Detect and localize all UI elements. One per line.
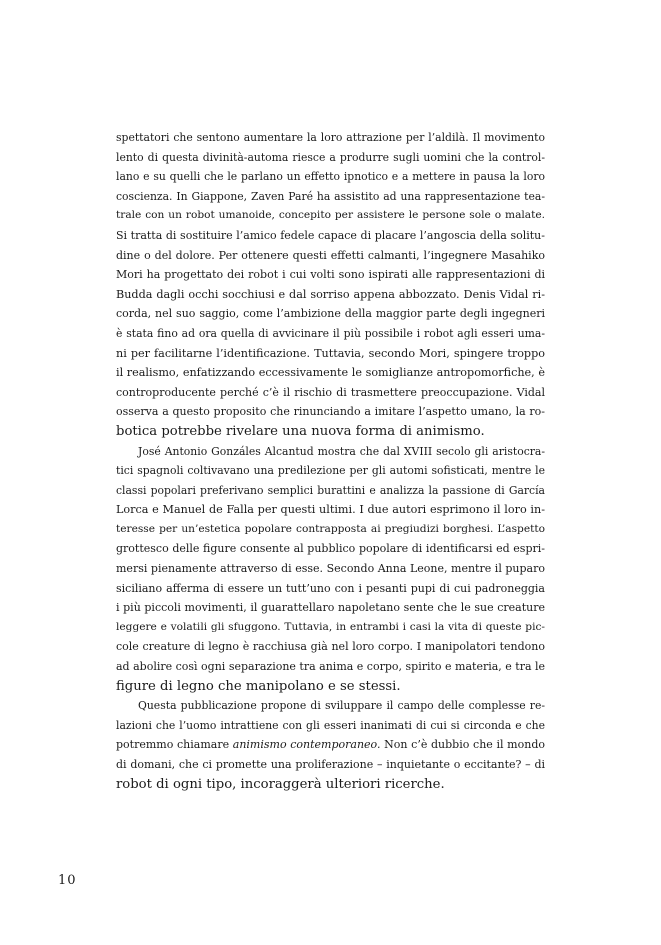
text-line: Questa pubblicazione propone di sviluppare il campo delle complesse re- bbox=[138, 699, 545, 713]
text-line: lazioni che l’uomo intrattiene con gli esseri inanimati di cui si circonda e che bbox=[116, 718, 545, 732]
text-line: corda, nel suo saggio, come l’ambizione della maggior parte degli ingegneri bbox=[116, 307, 545, 321]
text-line: il realismo, enfatizzando eccessivamente le somiglianze antropomorfiche, è bbox=[116, 366, 545, 380]
text-line: spettatori che sentono aumentare la loro attrazione per l’aldilà. Il movimento bbox=[116, 131, 545, 144]
paragraph-2 bbox=[116, 442, 545, 697]
text-line: ni per facilitarne l’identificazione. Tuttavia, secondo Mori, spingere troppo bbox=[116, 346, 545, 360]
text-line: è stata fino ad ora quella di avvicinare il più possibile i robot agli esseri uma- bbox=[116, 326, 545, 340]
page-number: 10 bbox=[58, 873, 77, 888]
paragraph-1 bbox=[116, 128, 545, 442]
text-line: i più piccoli movimenti, il guarattellaro napoletano sente che le sue creature bbox=[116, 601, 545, 615]
text-line: classi popolari preferivano semplici burattini e analizza la passione di García bbox=[116, 483, 545, 497]
text-line: coscienza. In Giappone, Zaven Paré ha assistito ad una rappresentazione tea- bbox=[116, 189, 545, 203]
text-line: di domani, che ci promette una proliferazione – inquietante o eccitante? – di bbox=[116, 758, 545, 771]
text-line: teresse per un’estetica popolare contrapposta ai pregiudizi borghesi. L’aspetto bbox=[116, 522, 545, 535]
text-line: Lorca e Manuel de Falla per questi ultimi. I due autori esprimono il loro in- bbox=[116, 503, 545, 517]
text-line: siciliano afferma di essere un tutt’uno con i pesanti pupi di cui padroneggia bbox=[116, 581, 545, 595]
text-line: botica potrebbe rivelare una nuova forma di animismo. bbox=[116, 423, 485, 439]
text-line: figure di legno che manipolano e se stessi. bbox=[116, 678, 401, 694]
text-line: lano e su quelli che le parlano un effetto ipnotico e a mettere in pausa la loro bbox=[116, 170, 545, 184]
text-line: osserva a questo proposito che rinunciando a imitare l’aspetto umano, la ro- bbox=[116, 405, 545, 419]
text-line: potremmo chiamare animismo contemporaneo. Non c’è dubbio che il mondo bbox=[116, 738, 545, 752]
text-line: controproducente perché c’è il rischio di trasmettere preoccupazione. Vidal bbox=[116, 385, 545, 399]
text-line: robot di ogni tipo, incoraggerà ulteriori ricerche. bbox=[116, 776, 445, 792]
text-line: dine o del dolore. Per ottenere questi effetti calmanti, l’ingegnere Masahiko bbox=[116, 248, 545, 262]
text-line: José Antonio Gonzáles Alcantud mostra che dal XVIII secolo gli aristocra- bbox=[138, 444, 545, 458]
text-line: grottesco delle figure consente al pubblico popolare di identificarsi ed espri- bbox=[116, 542, 545, 556]
text-line: leggere e volatili gli sfuggono. Tuttavia, in entrambi i casi la vita di queste pic- bbox=[116, 620, 545, 633]
text-line: trale con un robot umanoide, concepito per assistere le persone sole o malate. bbox=[116, 209, 545, 222]
text-line: Si tratta di sostituire l’amico fedele capace di placare l’angoscia della solitu- bbox=[116, 228, 545, 242]
text-line: Mori ha progettato dei robot i cui volti sono ispirati alle rappresentazioni di bbox=[116, 268, 545, 282]
paragraph-3 bbox=[116, 696, 545, 794]
body-text bbox=[116, 128, 545, 794]
text-line: ad abolire così ogni separazione tra anima e corpo, spirito e materia, e tra le bbox=[116, 660, 545, 674]
text-line: Budda dagli occhi socchiusi e dal sorriso appena abbozzato. Denis Vidal ri- bbox=[116, 287, 545, 301]
text-line: lento di questa divinità-automa riesce a produrre sugli uomini che la control- bbox=[116, 150, 545, 164]
italic-term: animismo contemporaneo. bbox=[232, 738, 381, 752]
text-line: mersi pienamente attraverso di esse. Secondo Anna Leone, mentre il puparo bbox=[116, 562, 545, 576]
text-line: tici spagnoli coltivavano una predilezione per gli automi sofisticati, mentre le bbox=[116, 464, 545, 478]
text-line: cole creature di legno è racchiusa già nel loro corpo. I manipolatori tendono bbox=[116, 640, 545, 654]
